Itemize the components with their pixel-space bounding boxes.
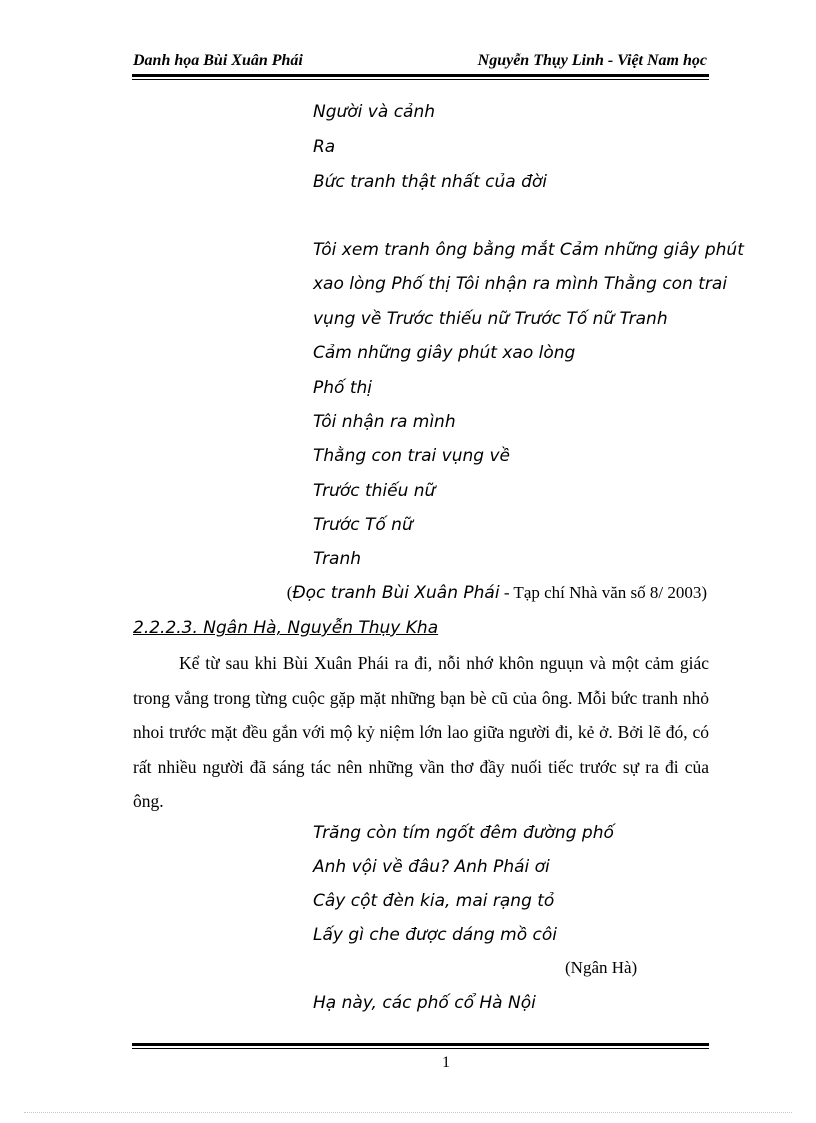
section-heading: 2.2.2.3. Ngân Hà, Nguyễn Thụy Kha bbox=[133, 618, 439, 638]
poem-line: Bức tranh thật nhất của đời bbox=[313, 172, 548, 192]
poem-line: Hạ này, các phố cổ Hà Nội bbox=[313, 993, 536, 1013]
poem-line: Anh vội về đâu? Anh Phái ơi bbox=[313, 857, 550, 877]
poem-source-caption bbox=[287, 583, 707, 603]
poem-line: Lấy gì che được dáng mồ côi bbox=[313, 925, 557, 945]
header-rule-thin bbox=[132, 79, 709, 80]
poem-line: Tôi nhận ra mình bbox=[313, 412, 456, 432]
caption-open-paren: ( bbox=[286, 583, 293, 602]
poem-line: Tôi xem tranh ông bằng mắt Cảm những giây phút bbox=[313, 240, 744, 260]
header-left-title: Danh họa Bùi Xuân Phái bbox=[133, 52, 303, 69]
poem-line: vụng về Trước thiếu nữ Trước Tố nữ Tranh bbox=[313, 309, 668, 329]
poem-line: Cảm những giây phút xao lòng bbox=[313, 343, 576, 363]
header-rule bbox=[132, 74, 709, 77]
caption-title: Đọc tranh Bùi Xuân Phái bbox=[292, 583, 500, 603]
page-edge-divider bbox=[24, 1112, 792, 1113]
caption-source: - Tạp chí Nhà văn số 8/ 2003) bbox=[499, 583, 707, 602]
poem-line: Thằng con trai vụng về bbox=[313, 446, 510, 466]
poem-attribution: (Ngân Hà) bbox=[565, 958, 638, 977]
footer-rule-thin bbox=[132, 1048, 709, 1049]
poem-line: Trăng còn tím ngốt đêm đường phố bbox=[313, 823, 614, 843]
poem-line: xao lòng Phố thị Tôi nhận ra mình Thằng con trai bbox=[313, 274, 728, 294]
body-paragraph: Kể từ sau khi Bùi Xuân Phái ra đi, nỗi nhớ khôn nguụn và một cảm giác trong vắng trong từng cuộc gặp mặt những bạn bè cũ của ông. Mỗi bức tranh nhỏ nhoi trước mặt đều gắn với mộ kỷ niệm lớn lao giữa người đi, kẻ ở. Bởi lẽ đó, có rất nhiều người đã sáng tác nên những vần thơ đầy nuối tiếc trước sự ra đi của ông. bbox=[133, 653, 709, 811]
poem-line: Trước thiếu nữ bbox=[313, 481, 436, 501]
poem-line: Phố thị bbox=[313, 378, 372, 398]
footer-rule bbox=[132, 1043, 709, 1046]
poem-line: Cây cột đèn kia, mai rạng tỏ bbox=[313, 891, 555, 911]
poem-line: Trước Tố nữ bbox=[313, 515, 413, 535]
header-right-author: Nguyễn Thụy Linh - Việt Nam học bbox=[477, 52, 707, 69]
poem-line: Ra bbox=[313, 137, 336, 157]
poem-line: Người và cảnh bbox=[313, 102, 436, 122]
poem-line: Tranh bbox=[313, 549, 362, 569]
page-number: 1 bbox=[442, 1054, 450, 1071]
